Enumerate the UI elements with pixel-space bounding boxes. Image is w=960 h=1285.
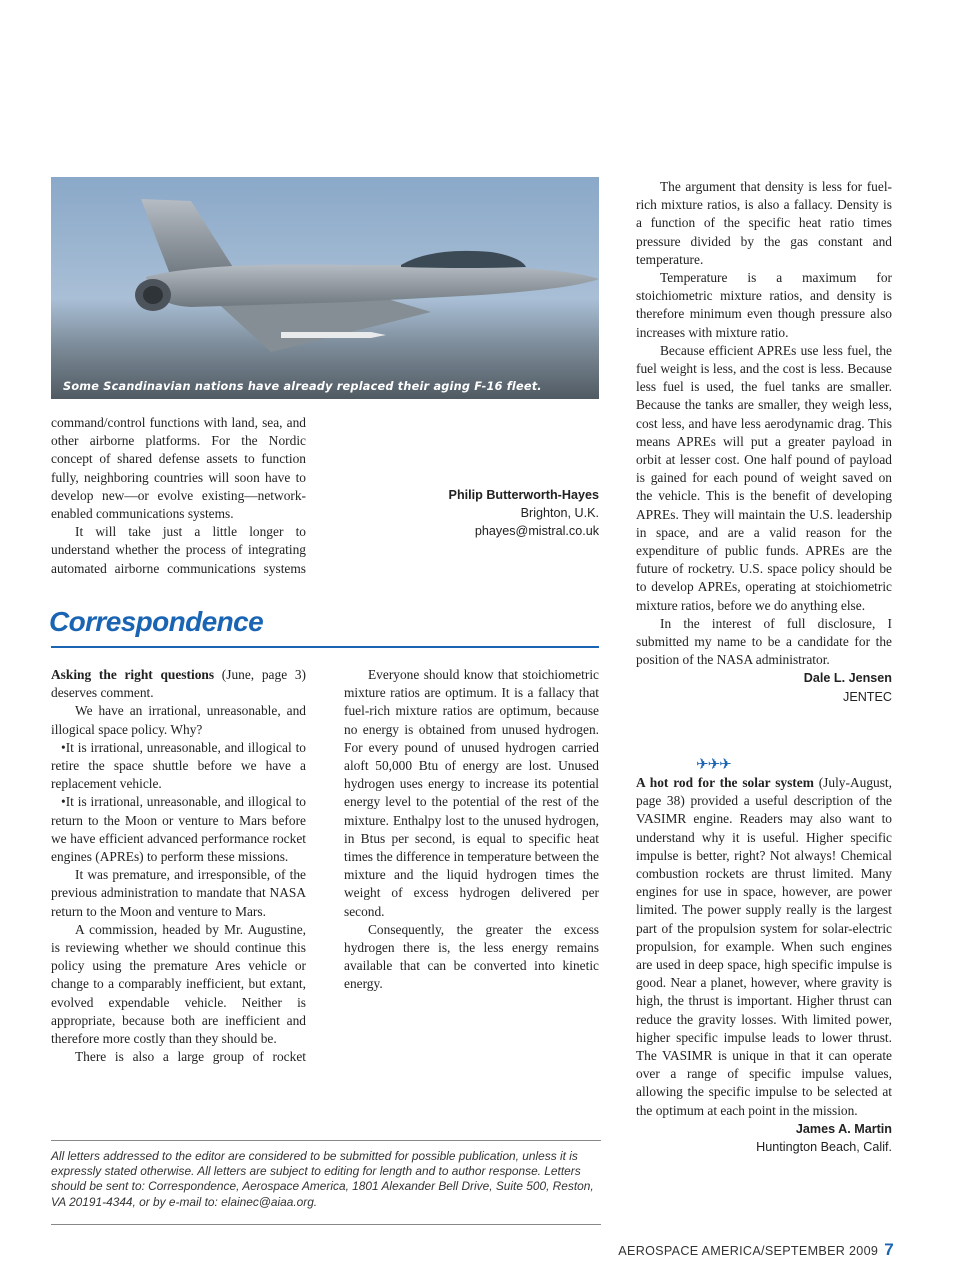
letter2-title: A hot rod for the solar system <box>636 775 814 790</box>
plane-divider-icon: ✈✈✈ <box>696 757 731 773</box>
letter1-title: Asking the right questions <box>51 667 215 682</box>
author-location: Brighton, U.K. <box>520 506 599 521</box>
letter1-paragraph: It was premature, and irresponsible, of the previous administration to mandate that NASA return to the Moon and venture to Mars. <box>51 867 306 919</box>
article-end-col1 <box>51 414 306 577</box>
letter1-paragraph: In the interest of full disclosure, I submitted my name to be a candidate for the position of the NASA administrator. <box>636 615 892 668</box>
heading-rule <box>51 646 599 648</box>
notice-rule-top <box>51 1140 601 1141</box>
letter1-paragraph: Everyone should know that stoichiometric mixture ratios are optimum. It is a fallacy that fuel-rich mixture ratios are optimum, because no energy is obtained from unused hydrogen. For every pound of unused hydrogen carried aloft 50,000 Btu of energy are lost. Unused hydrogen uses energy to increase its potential energy level to the potential of the rest of the mixture. Enthalpy lost to the unused hydrogen, in Btus per second, is equal to specific heat times the difference in temperature between the mixture and the liquid hydrogen times the weight of excess hydrogen delivered per second. <box>344 667 599 919</box>
letter2-signature <box>636 1120 892 1156</box>
letter1-intro <box>51 666 306 702</box>
letter1-paragraph: A commission, headed by Mr. Augustine, is reviewing whether we should continue this policy using the premature Ares vehicle or change to a comparably inefficient, but extant, evolved expendable vehicle. Neither is appropriate, because both are inefficient and therefore more costly than they should be. <box>51 921 306 1047</box>
letter1-author-name: Dale L. Jensen <box>803 671 892 686</box>
letter1-paragraph: Temperature is a maximum for stoichiometric mixture ratios, and density is therefore minimum even though pressure also increases with mixture ratio. <box>636 270 892 340</box>
letter1-intro-rest: (June, page 3) deserves comment. <box>51 667 307 701</box>
article-end-paragraph: command/control functions with land, sea, and other airborne platforms. For the Nordic concept of shared defense assets to function fully, neighboring countries will soon have to develop new—or evolve existing—network-enabled communications systems. <box>51 415 306 522</box>
letter2-body-text: (July-August, page 38) provided a useful description of the VASIMR engine. Readers may also want to understand why it is useful. Higher specific impulse is better, right? Not always! Chemical combustion rockets are thrust limited. Many engines for use in space, however, are power limited. The power supply really is the largest part of the propulsion system for solar-electric propulsion, for example. When such engines are used in deep space, high specific impulse is good. Near a planet, however, where gravity is high, the thrust is important. Higher thrust can reduce the gravity losses. With limited power, higher specific impulse leads to lower thrust. The VASIMR is unique in that it can operate over a range of specific impulse values, allowing the specific impulse to be selected at the optimum at each point in the mission. <box>636 775 892 1118</box>
letter1-col1 <box>51 666 306 1066</box>
letter1-paragraph: The argument that density is less for fuel-rich mixture ratios, is also a fallacy. Density is a function of the specific heat ratio times pressure divided by the gas constant and temperature. <box>636 179 892 267</box>
letter1-paragraph: Consequently, the greater the excess hydrogen there is, the less energy remains available that can be converted into kinetic energy. <box>344 921 599 992</box>
submission-notice: All letters addressed to the editor are considered to be submitted for possible publication, unless it is expressly stated otherwise. All letters are subject to editing for length and to author response. Letters should be sent to: Correspondence, Aerospace America, 1801 Alexander Bell Drive, Suite 500, Reston, VA 20191-4344, or by e-mail to: elainec@aiaa.org. <box>51 1149 594 1209</box>
letter1-bullet: •It is irrational, unreasonable, and illogical to retire the space shuttle before we have a replacement vehicle. <box>51 739 306 792</box>
section-heading: Correspondence <box>49 606 264 637</box>
letter1-paragraph: Because efficient APREs use less fuel, the fuel weight is less, and the cost is less. Because less fuel is used, the fuel tanks are smaller. Because the tanks are smaller, they weigh less, cost less, and have less aerodynamic drag. This means APREs will put a greater payload in orbit at lesser cost. One half pound of payload is gained for each pound of weight saved on the vehicle. This is the benefit of developing APREs. They will maintain the U.S. leadership in space, and are a valid reason for the expenditure of public funds. APREs are the future of rocketry. U.S. space policy should be to develop APREs, operating at stoichiometric mixture ratios, before we do anything else. <box>636 342 892 613</box>
article-end-col2 <box>344 414 599 541</box>
f16-photo <box>51 177 599 399</box>
letter2 <box>636 774 892 1156</box>
letter1-author-org: JENTEC <box>843 689 892 704</box>
letter1-paragraph: We have an irrational, unreasonable, and illogical space policy. Why? <box>51 703 306 737</box>
letter1-bullet: •It is irrational, unreasonable, and illogical to return to the Moon or venture to Mars before we have efficient advanced performance rocket engines (APREs) to perform these missions. <box>51 794 306 865</box>
article-end-continuation-space <box>344 414 599 486</box>
author-email[interactable]: phayes@mistral.co.uk <box>474 524 599 539</box>
article-end-signature <box>344 486 599 541</box>
letter1-signature <box>636 669 892 705</box>
article-end-paragraph: It will take just a little longer to understand whether the process of integrating automated airborne communications systems <box>51 524 306 576</box>
notice-rule-bottom <box>51 1224 601 1225</box>
page-footer <box>618 1240 894 1260</box>
letter1-paragraph: There is also a large group of rocket <box>75 1049 306 1065</box>
letter1-col2 <box>344 666 599 994</box>
letter2-author-location: Huntington Beach, Calif. <box>756 1140 892 1155</box>
letter2-author-name: James A. Martin <box>795 1121 892 1136</box>
author-name: Philip Butterworth-Hayes <box>448 488 599 502</box>
page-number: 7 <box>884 1240 894 1259</box>
letter2-body <box>636 774 892 1120</box>
letter1-col3 <box>636 178 892 706</box>
photo-caption: Some Scandinavian nations have already replaced their aging F-16 fleet. <box>63 380 542 393</box>
publication-name: AEROSPACE AMERICA/SEPTEMBER 2009 <box>618 1244 879 1258</box>
